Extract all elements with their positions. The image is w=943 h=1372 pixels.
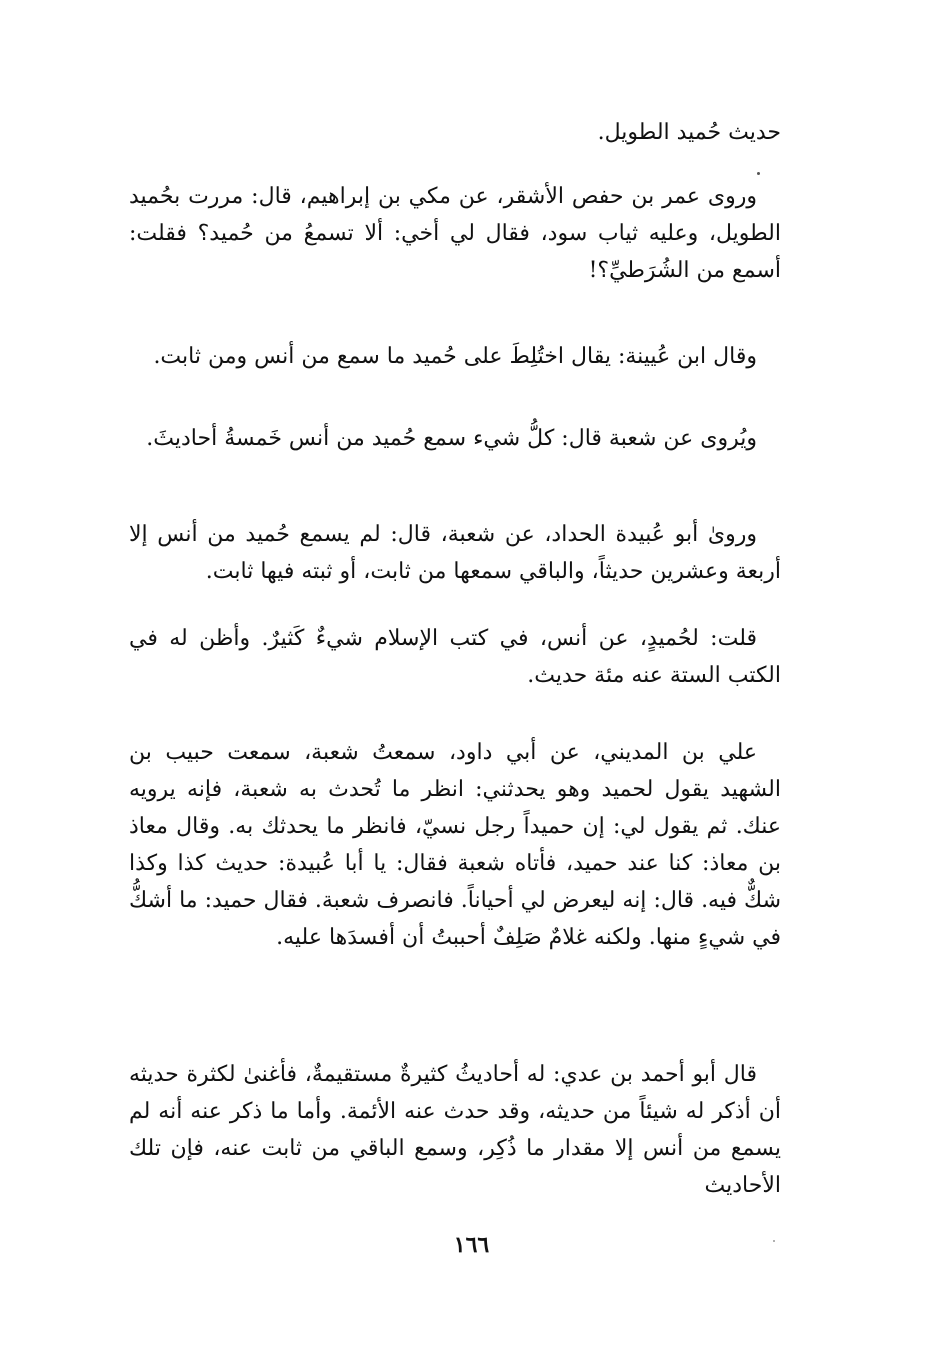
- text-paragraph: [129, 338, 781, 375]
- text-paragraph: [129, 516, 781, 590]
- text-paragraph: [129, 420, 781, 457]
- text-paragraph: [129, 114, 781, 151]
- page-number: ١٦٦: [453, 1232, 490, 1258]
- paragraph-text: علي بن المديني، عن أبي داود، سمعتُ شعبة، سمعت حبيب بن الشهيد يقول لحميد وهو يحدثني: انظر ما تُحدث به شعبة، فإنه يرويه عنك. ثم يقول لي: إن حميداً رجل نسيّ، فانظر ما يحدثك به. وقال معاذ بن معاذ: كنا عند حميد، فأتاه شعبة فقال: يا أبا عُبيدة: حديث كذا وكذا شكٌّ فيه. قال: إنه ليعرض لي أحياناً. فانصرف شعبة. فقال حميد: ما أشكُّ في شيءٍ منها. ولكنه غلامٌ صَلِفٌ أحببتُ أن أفسدَها عليه.: [129, 740, 781, 950]
- text-paragraph: [129, 734, 781, 956]
- paragraph-text: وروىٰ أبو عُبيدة الحداد، عن شعبة، قال: لم يسمع حُميد من أنس إلا أربعة وعشرين حديثاً، والباقي سمعها من ثابت، أو ثبته فيها ثابت.: [129, 522, 781, 584]
- paragraph-text: ويُروى عن شعبة قال: كلُّ شيء سمع حُميد من أنس خَمسةُ أحاديثَ.: [146, 426, 757, 451]
- scan-speck: [757, 172, 760, 175]
- paragraph-text: قال أبو أحمد بن عدي: له أحاديثُ كثيرةٌ مستقيمةٌ، فأغنىٰ لكثرة حديثه أن أذكر له شيئاً من حديثه، وقد حدث عنه الأئمة. وأما ما ذكر عنه أنه لم يسمع من أنس إلا مقدار ما ذُكِر، وسمع الباقي من ثابت عنه، فإن تلك الأحاديث: [129, 1062, 781, 1198]
- paragraph-text: وقال ابن عُيينة: يقال اختُلِطَ على حُميد ما سمع من أنس ومن ثابت.: [153, 344, 757, 369]
- paragraph-text: قلت: لحُميدٍ، عن أنس، في كتب الإسلام شيءٌ كَثيرٌ. وأظن له في الكتب الستة عنه مئة حديث.: [129, 626, 781, 688]
- paragraph-text: حديث حُميد الطويل.: [597, 120, 781, 145]
- text-paragraph: [129, 178, 781, 289]
- paragraph-text: وروى عمر بن حفص الأشقر، عن مكي بن إبراهيم، قال: مررت بحُميد الطويل، وعليه ثياب سود، فقال لي أخي: ألا تسمعُ من حُميد؟ فقلت: أسمع من الشُرَطيِّ؟!: [129, 184, 781, 283]
- text-paragraph: [129, 620, 781, 694]
- text-paragraph: [129, 1056, 781, 1204]
- scan-speck: [773, 1240, 775, 1242]
